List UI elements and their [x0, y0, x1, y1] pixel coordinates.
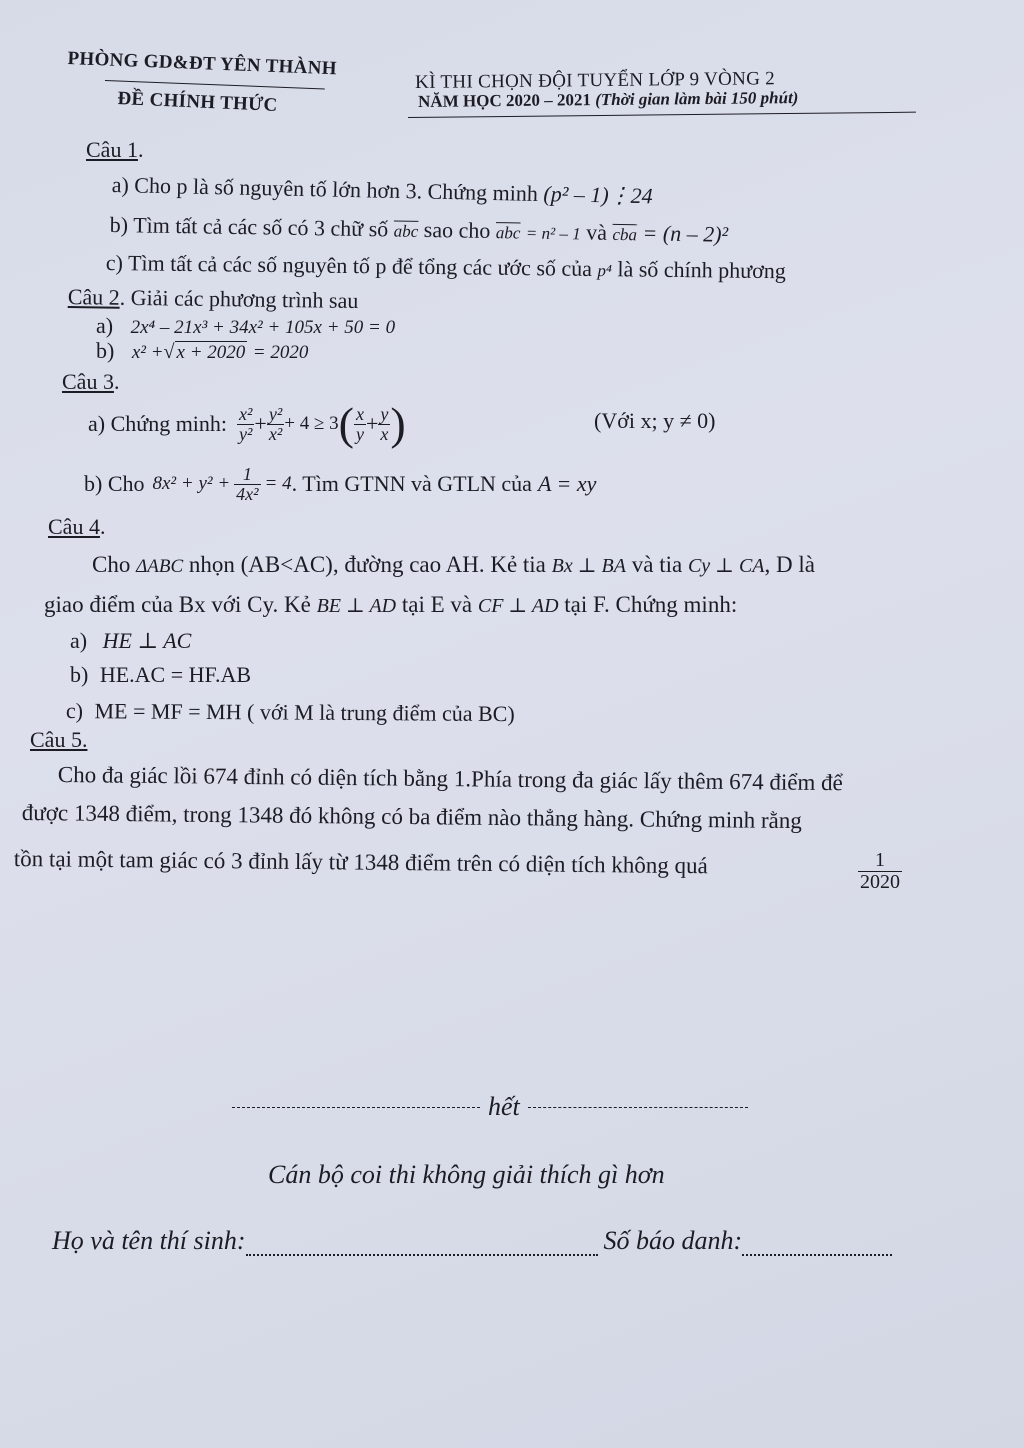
- question-3-title: Câu 3.: [62, 369, 120, 394]
- question-1b-math1: = n² – 1: [525, 223, 581, 244]
- question-1b-text3: và: [586, 219, 608, 245]
- question-3b-frac: [234, 465, 260, 504]
- question-3a-paren-close: ): [390, 398, 406, 449]
- school-name: PHÒNG GD&ĐT YÊN THÀNH: [67, 48, 338, 80]
- question-1c-text1: c) Tìm tất cả các số nguyên tố p để tổng các ước số của: [105, 250, 593, 281]
- question-3b-math3: A = xy: [537, 471, 597, 496]
- question-4-cf: CF ⊥ AD: [477, 595, 559, 617]
- question-2-title: [68, 284, 359, 314]
- question-3a-plus2: +: [365, 411, 379, 436]
- question-3-label: Câu 3: [62, 369, 114, 394]
- question-4-bx: Bx ⊥ BA: [551, 555, 626, 577]
- question-3a-frac4: [378, 405, 390, 444]
- end-text: hết: [488, 1092, 520, 1121]
- question-2a-label: a): [96, 313, 114, 338]
- question-1b-abc2: $\overline{abc}$: [495, 223, 521, 243]
- question-4-label: Câu 4: [48, 514, 100, 539]
- question-5-frac-den: 2020: [860, 871, 900, 893]
- question-4-line2: [44, 592, 737, 618]
- question-5-line1: Cho đa giác lồi 674 đỉnh có diện tích bằng 1.Phía trong đa giác lấy thêm 674 điểm để: [57, 762, 843, 796]
- question-4-line1-c: và tia: [631, 552, 683, 577]
- question-4-be: BE ⊥ AD: [316, 595, 397, 617]
- question-1a: [111, 172, 652, 209]
- question-3a-frac3-den: y: [355, 423, 364, 444]
- question-5-title: Câu 5.: [30, 727, 88, 752]
- question-5-line2: được 1348 điểm, trong 1348 đó không có ba điểm nào thẳng hàng. Chứng minh rằng: [21, 800, 802, 834]
- question-1b-cba: $\overline{cba}$: [612, 224, 638, 245]
- candidate-line: [52, 1226, 892, 1256]
- question-1b-text1: b) Tìm tất cả các số có 3 chữ số: [109, 212, 389, 242]
- question-1b-abc: $\overline{abc}$: [393, 221, 419, 241]
- end-line-left: [232, 1107, 480, 1108]
- question-4c-math: ME = MF = MH: [94, 698, 242, 725]
- question-2b-sqrt: x + 2020: [176, 342, 246, 363]
- question-4-line1-a: Cho: [92, 552, 131, 577]
- question-3a-paren-open: (: [338, 398, 354, 449]
- exam-duration: (Thời gian làm bài 150 phút): [595, 88, 799, 110]
- candidate-name-dots: [246, 1240, 598, 1256]
- sqrt-icon: √: [163, 341, 175, 363]
- question-4a-math: HE ⊥ AC: [102, 628, 192, 653]
- exam-title: KÌ THI CHỌN ĐỘI TUYỂN LỚP 9 VÒNG 2: [415, 68, 776, 93]
- question-2-instruction: . Giải các phương trình sau: [119, 284, 359, 314]
- question-3a-frac4-den: x: [380, 423, 389, 444]
- question-2-label: Câu 2: [67, 284, 120, 310]
- question-3a-frac1-num: x²: [239, 403, 253, 424]
- question-3a-plus1: +: [254, 411, 267, 436]
- question-4-line1: [92, 552, 815, 578]
- question-1-label: Câu 1: [86, 137, 138, 162]
- question-2b-math2: = 2020: [252, 342, 309, 363]
- question-3a: [88, 396, 406, 452]
- question-3a-frac3: [354, 405, 366, 444]
- question-5-line3: tồn tại một tam giác có 3 đỉnh lấy từ 1348 điểm trên có diện tích không quá: [13, 846, 708, 879]
- question-5-frac-num: 1: [858, 850, 902, 872]
- question-4-title: Câu 4.: [48, 514, 106, 539]
- question-2b-label: b): [96, 338, 115, 363]
- question-3b-frac-den: 4x²: [236, 483, 259, 504]
- question-4c-label: c): [65, 698, 84, 724]
- question-3a-frac2-num: y²: [268, 403, 283, 424]
- exam-year: NĂM HỌC 2020 – 2021: [418, 90, 592, 111]
- question-4b-math: HE.AC = HF.AB: [99, 662, 252, 687]
- question-2a-math: 2x⁴ – 21x³ + 34x² + 105x + 50 = 0: [130, 317, 396, 338]
- question-3a-frac2: [267, 405, 284, 444]
- question-4c-text: ( với M là trung điểm của BC): [246, 699, 515, 727]
- question-3a-text: a) Chứng minh:: [88, 411, 228, 436]
- question-1b: [110, 212, 729, 248]
- question-4-line1-b: nhọn (AB<AC), đường cao AH. Kẻ tia: [188, 552, 546, 577]
- question-1c: [106, 250, 786, 284]
- question-3a-frac2-den: x²: [268, 423, 283, 444]
- question-3a-frac1-den: y²: [239, 423, 253, 444]
- question-2a: [96, 313, 395, 339]
- question-3a-frac3-num: x: [355, 403, 364, 424]
- question-2b: [96, 338, 308, 364]
- question-1a-math: (p² – 1)⋮24: [543, 181, 653, 209]
- question-3a-mid: + 4 ≥ 3: [284, 413, 339, 434]
- question-3b-text1: b) Cho: [84, 471, 145, 496]
- question-1b-text2: sao cho: [423, 216, 491, 243]
- question-4-line2-b: tại E và: [401, 592, 473, 617]
- candidate-name-label: Họ và tên thí sinh:: [52, 1226, 246, 1255]
- question-3b-frac-num: 1: [234, 465, 260, 485]
- question-4c: [66, 698, 515, 727]
- question-3a-frac4-num: y: [380, 403, 389, 424]
- question-5-fraction: [858, 850, 902, 893]
- question-4a: [70, 628, 191, 654]
- question-1b-math2: = (n – 2)²: [642, 220, 729, 247]
- official-label: ĐỀ CHÍNH THỨC: [117, 88, 278, 116]
- question-1-title: Câu 1.: [86, 137, 144, 162]
- question-4-line1-d: , D là: [764, 552, 815, 577]
- question-3b: [84, 458, 596, 510]
- question-4-triangle: ΔABC: [136, 556, 184, 577]
- question-1c-text2: là số chính phương: [617, 256, 786, 284]
- candidate-id-dots: [742, 1240, 892, 1256]
- proctor-note: Cán bộ coi thi không giải thích gì hơn: [268, 1160, 665, 1189]
- question-3b-math2: = 4: [264, 473, 292, 494]
- question-1a-text: a) Cho p là số nguyên tố lớn hơn 3. Chứng minh: [111, 172, 539, 206]
- question-1c-math: p⁴: [597, 261, 613, 281]
- end-line-right: [528, 1107, 748, 1108]
- question-3b-math1: 8x² + y² +: [152, 473, 231, 494]
- question-4-cy: Cy ⊥ CA: [687, 555, 765, 577]
- candidate-id-label: Số báo danh:: [603, 1226, 743, 1255]
- question-2b-math1: x² +: [131, 342, 164, 363]
- exam-title-underline: [408, 112, 916, 118]
- question-3a-frac1: [237, 405, 254, 444]
- question-4a-label: a): [70, 628, 88, 653]
- question-4-line2-c: tại F. Chứng minh:: [564, 592, 738, 617]
- question-3a-condition: (Với x; y ≠ 0): [594, 408, 716, 433]
- question-4b-label: b): [70, 662, 89, 687]
- question-4b: [70, 662, 251, 688]
- exam-year-line: [418, 88, 799, 112]
- end-marker: [232, 1092, 748, 1122]
- question-3b-text2: . Tìm GTNN và GTLN của: [291, 471, 532, 496]
- question-4-line2-a: giao điểm của Bx với Cy. Kẻ: [44, 592, 311, 617]
